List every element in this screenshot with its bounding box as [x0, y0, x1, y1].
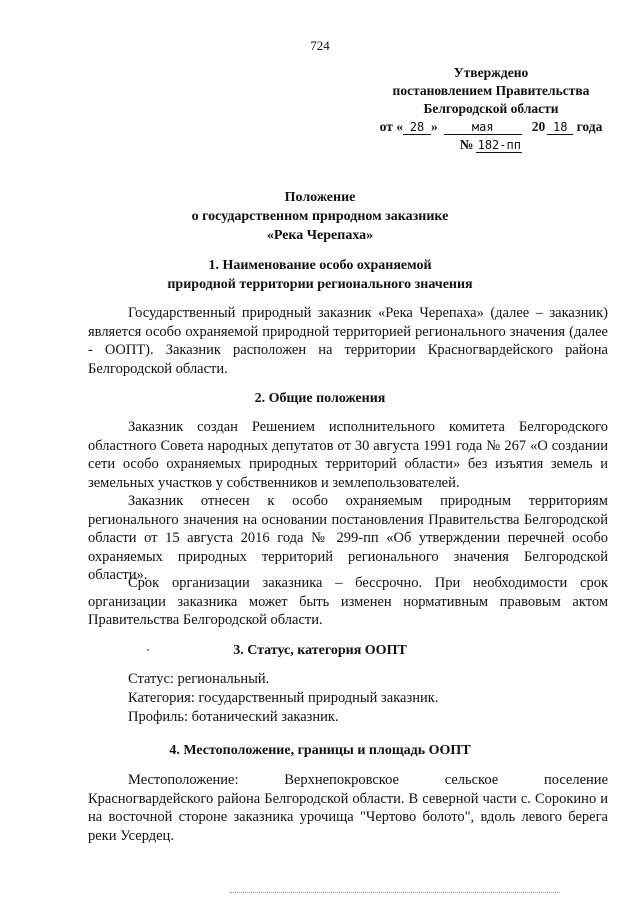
- profile-line: Профиль: ботанический заказник.: [128, 709, 339, 725]
- year-suffix: 18: [547, 120, 573, 135]
- approval-line-3: Белгородской области: [423, 101, 559, 116]
- section-2-paragraph-3: Срок организации заказника – бессрочно. При необходимости срок организации заказника может быть изменен нормативным правовым актом Правительства Белгородской области.: [88, 575, 608, 629]
- section-2-paragraph-1: Заказник создан Решением исполнительного комитета Белгородского областного Совета народных депутатов от 30 августа 1991 года № 267 «О создании сети особо охраняемых природных территорий области» без изъятия земель и земельных участков у собственников и землепользователей.: [88, 419, 608, 491]
- date-day: 28: [403, 120, 431, 135]
- date-prefix: от «: [379, 119, 403, 134]
- section-3-heading: 3. Статус, категория ООПТ: [233, 643, 407, 658]
- approval-number: [360, 136, 622, 154]
- status-line: Статус: региональный.: [128, 671, 270, 687]
- category-line: Категория: государственный природный заказник.: [128, 690, 439, 706]
- section-1-heading: [0, 256, 640, 294]
- approval-line-1: Утверждено: [453, 65, 529, 80]
- title-line-1: Положение: [284, 190, 356, 205]
- number-sign: №: [459, 137, 474, 152]
- section-1-paragraph: Государственный природный заказник «Река Черепаха» (далее – заказник) является особо охраняемой природной территорией регионального значения (далее - ООПТ). Заказник расположен на территории Красногвардейского района Белгородской области.: [88, 305, 608, 377]
- date-month: мая: [444, 120, 522, 135]
- section-2-paragraph-2: Заказник отнесен к особо охраняемым природным территориям регионального значения на основании постановления Правительства Белгородской области от 15 августа 2016 года № 299-пп «Об утверждении перечней особо охраняемых природных территорий регионального значения Белгородской области».: [88, 493, 608, 584]
- page-number: 724: [310, 38, 330, 53]
- date-mid: »: [430, 119, 438, 134]
- approval-stamp: [360, 64, 622, 154]
- section-4-paragraph: Местоположение: Верхнепокровское сельское поселение Красногвардейского района Белгородской области. В северной части с. Сорокино и на восточной стороне заказника урочища "Чертово болото", вдоль левого берега реки Усердец.: [88, 772, 608, 844]
- section-2-heading: 2. Общие положения: [254, 391, 386, 406]
- section-1-heading-line-1: 1. Наименование особо охраняемой: [208, 258, 432, 273]
- document-title: [0, 188, 640, 245]
- year-word: года: [576, 119, 603, 134]
- section-4-heading: 4. Местоположение, границы и площадь ООПТ: [169, 743, 471, 758]
- decree-number: 182-пп: [477, 138, 521, 152]
- approval-line-2: постановлением Правительства: [392, 83, 590, 98]
- approval-date: [360, 118, 622, 136]
- scan-artifact-line: [230, 892, 560, 895]
- title-line-2: о государственном природном заказнике: [191, 209, 449, 224]
- year-prefix: 20: [531, 119, 546, 134]
- section-1-heading-line-2: природной территории регионального значения: [167, 277, 473, 292]
- title-line-3: «Река Черепаха»: [266, 228, 374, 243]
